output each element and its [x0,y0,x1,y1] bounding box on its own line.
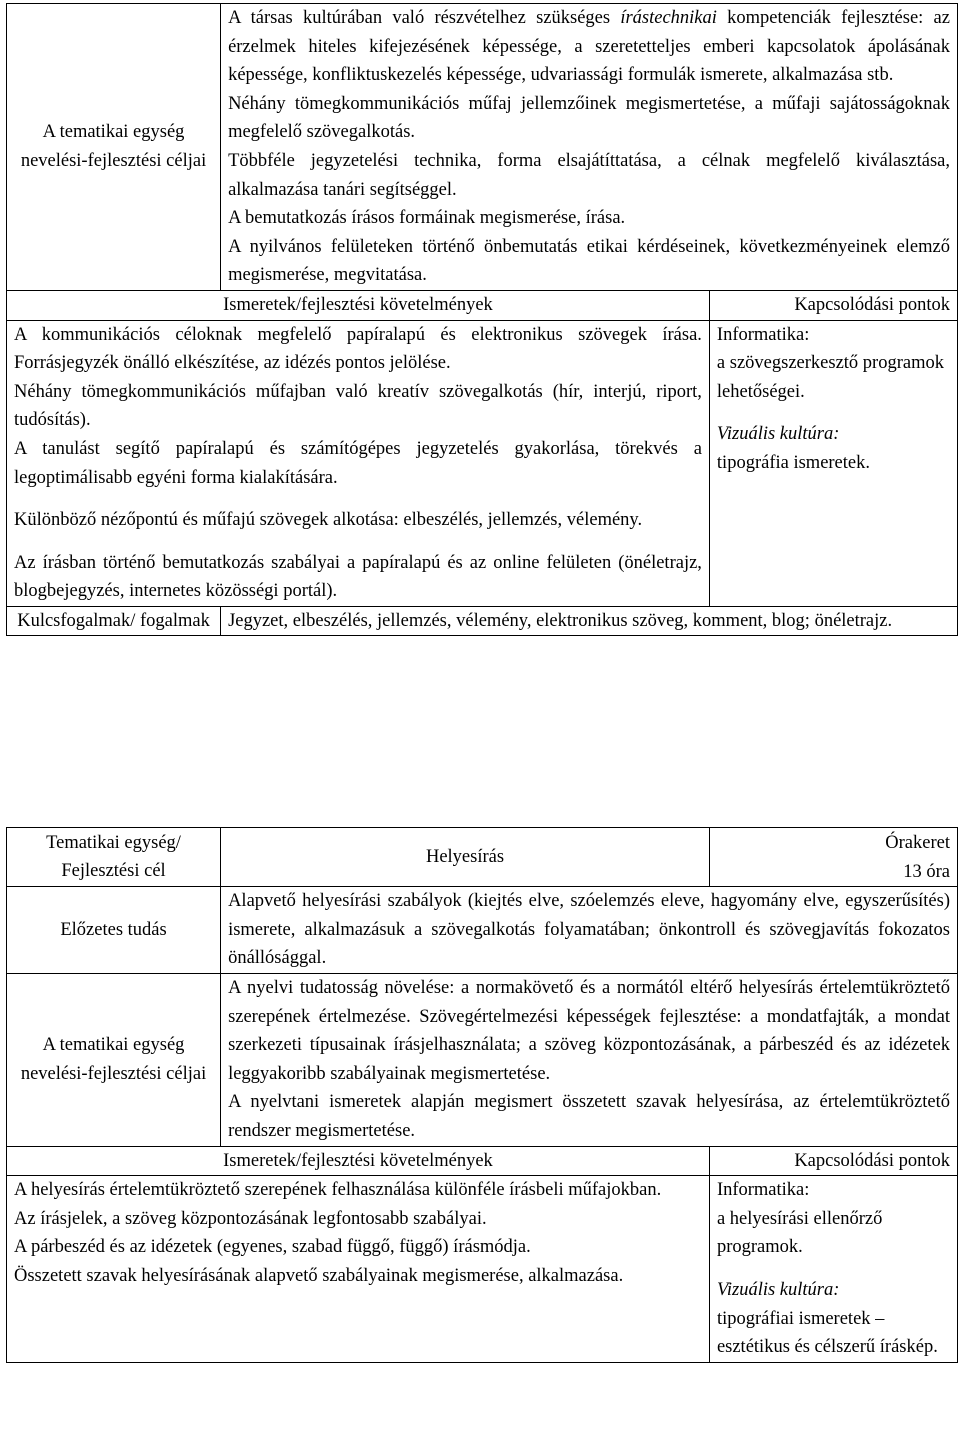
requirements-cell [7,1176,710,1363]
connection-subject: Vizuális kultúra: [716,1279,840,1300]
curriculum-table-2 [6,827,958,1363]
requirement-item: A párbeszéd és az idézetek (egyenes, szabad függő, függő) írásmódja. [14,1237,531,1258]
curriculum-table-1 [6,3,958,636]
hours-value: 13 óra [903,861,950,882]
goals-label: A tematikai egység nevelési-fejlesztési céljai [7,4,221,291]
goal-item: Többféle jegyzetelési technika, forma elsajátíttatása, a célnak megfelelő kiválasztása, alkalmazása tanári segítséggel. [228,150,950,200]
goal-item: A nyelvi tudatosság növelése: a normakövető és a normától eltérő helyesírás értelemtükröztető szerepének értelmezése. Szövegértelmezési képességek fejlesztése: a mondatfajták, a mondat szerkezeti típusainak írásjelhasználata; a szöveg központozásának, a párbeszéd és az idézetek leggyakoribb szabályainak megismertetése. [228,977,950,1084]
requirement-item: A kommunikációs céloknak megfelelő papíralapú és elektronikus szövegek írása. Forrásjegyzék önálló elkészítése, az idézés pontos jelölése. [14,324,702,374]
connection-text: a helyesírási ellenőrző programok. [716,1208,883,1258]
goals-row [7,973,958,1146]
keywords-row [7,606,958,636]
unit-label: Tematikai egység/ Fejlesztési cél [7,828,221,887]
connections-cell [709,1176,957,1363]
prior-label: Előzetes tudás [7,887,221,974]
keywords-label: Kulcsfogalmak/ fogalmak [7,606,221,636]
goal-item: A társas kultúrában való részvételhez szükséges írástechnikai kompetenciák fejlesztése: az érzelmek hiteles kifejezésének képessége, a szeretetteljes emberi kapcsolatok ápolásának képessége, konfliktuskezelés képessége, udvariassági formulák ismerete, alkalmazása stb. [228,8,950,86]
connection-subject: Vizuális kultúra: [716,424,840,445]
connection-subject: Informatika: [716,1180,810,1201]
goal-item: Néhány tömegkommunikációs műfaj jellemzőinek megismertetése, a műfaji sajátosságoknak megfelelő szövegalkotás. [228,93,950,143]
requirement-item: Összetett szavak helyesírásának alapvető szabályainak megismerése, alkalmazása. [14,1265,624,1286]
section-header-row [7,290,958,320]
requirements-header: Ismeretek/fejlesztési követelmények [7,1146,710,1176]
connections-header: Kapcsolódási pontok [709,290,957,320]
goal-item: A nyilvános felületeken történő önbemutatás etikai kérdéseinek, következményeinek elemző megismerése, megvitatása. [228,236,950,286]
requirements-row [7,1176,958,1363]
connection-text: a szövegszerkesztő programok lehetőségei. [716,353,944,402]
section-header-row [7,1146,958,1176]
unit-title: Helyesírás [221,828,710,887]
goals-label: A tematikai egység nevelési-fejlesztési céljai [7,973,221,1146]
connection-text: tipográfia ismeretek. [716,452,870,473]
connections-header: Kapcsolódási pontok [709,1146,957,1176]
requirement-item: Különböző nézőpontú és műfajú szövegek alkotása: elbeszélés, jellemzés, vélemény. [14,510,643,531]
requirements-header: Ismeretek/fejlesztési követelmények [7,290,710,320]
hours-cell [709,828,957,887]
hours-label: Órakeret [885,833,950,853]
keywords-cell: Jegyzet, elbeszélés, jellemzés, vélemény, elektronikus szöveg, komment, blog; önéletrajz. [221,606,958,636]
prior-text: Alapvető helyesírási szabályok (kiejtés elve, szóelemzés eleve, hagyomány elve, egyszerűsítés) ismerete, alkalmazásuk a szövegalkotás folyamatában; önkontroll és szövegjavítás fokozatos önállósággal. [221,887,958,974]
connection-text: tipográfiai ismeretek – esztétikus és célszerű íráskép. [716,1308,938,1358]
requirements-row [7,320,958,606]
requirement-item: Az írásjelek, a szöveg központozásának legfontosabb szabályai. [14,1208,487,1229]
requirements-cell [7,320,710,606]
goals-cell [221,4,958,291]
requirement-item: A tanulást segítő papíralapú és számítógépes jegyzetelés gyakorlása, törekvés a legoptimálisabb egyéni forma kialakítására. [14,438,702,488]
requirement-item: A helyesírás értelemtükröztető szerepének felhasználása különféle írásbeli műfajokban. [14,1180,662,1201]
prior-knowledge-row [7,887,958,974]
unit-header-row [7,828,958,887]
connection-subject: Informatika: [716,324,810,345]
connections-cell [709,320,957,606]
goal-item: A bemutatkozás írásos formáinak megismerése, írása. [228,208,626,229]
requirement-item: Az írásban történő bemutatkozás szabályai a papíralapú és az online felületen (önéletrajz, blogbejegyzés, internetes közösségi portál). [14,552,702,602]
goals-row [7,4,958,291]
goal-item: A nyelvtani ismeretek alapján megismert összetett szavak helyesírása, az értelemtükröztető rendszer megismertetése. [228,1092,950,1141]
goals-cell [221,973,958,1146]
requirement-item: Néhány tömegkommunikációs műfajban való kreatív szövegalkotás (hír, interjú, riport, tudósítás). [14,381,702,431]
